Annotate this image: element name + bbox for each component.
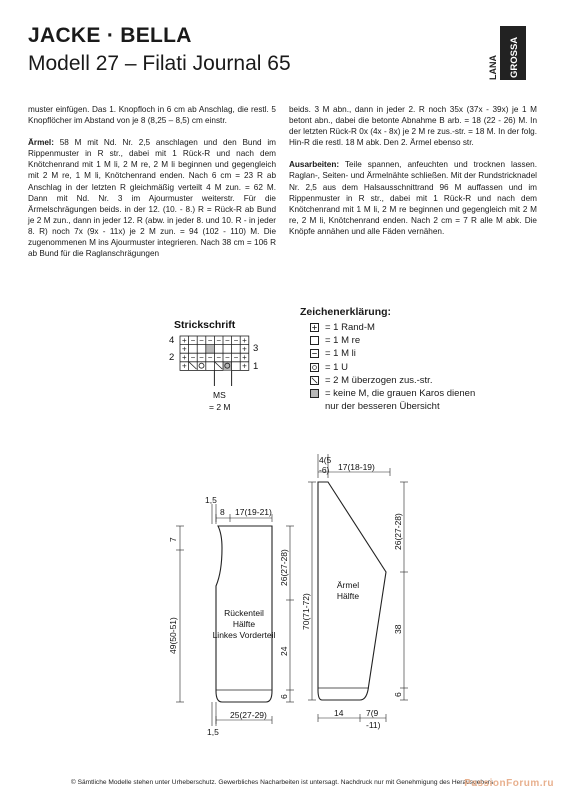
minus-box-icon	[310, 349, 319, 358]
svg-text:−: −	[190, 353, 196, 362]
legend-item	[310, 334, 475, 347]
svg-text:+: +	[181, 353, 187, 362]
svg-text:−: −	[207, 335, 213, 345]
chart-ms-value: = 2 M	[209, 402, 231, 412]
page-title: JACKE · BELLA	[28, 24, 192, 47]
sleeve-label-line-1: Ärmel	[336, 580, 360, 590]
sleeve-dim-bottom-14: 14	[334, 708, 344, 718]
legend-item-continued	[310, 400, 475, 413]
legend-item	[310, 321, 475, 334]
copyright-footer: © Sämtliche Modelle stehen unter Urheberschutz. Gewerbliches Nacharbeiten ist untersagt. Nachdruck nur mit Genehmigung des Herausgebers.	[70, 779, 496, 786]
body-dim-left-total: 49(50-51)	[168, 617, 178, 654]
svg-text:GROSSA: GROSSA	[509, 36, 520, 78]
svg-text:−: −	[207, 353, 213, 362]
chart-row-label-1: 1	[253, 361, 259, 372]
legend-item	[310, 347, 475, 360]
body-label-line-1: Rückenteil	[224, 608, 264, 618]
sleeve-paragraph	[28, 137, 276, 259]
chart-title: Strickschrift	[174, 319, 236, 331]
body-dim-right-6: 6	[279, 694, 289, 699]
watermark: PassionForum.ru	[464, 778, 554, 789]
sleeve-schematic	[300, 450, 420, 750]
page-subtitle: Modell 27 – Filati Journal 65	[28, 52, 291, 75]
grey-box-icon	[310, 389, 319, 398]
body-label-line-3: Linkes Vorderteil	[212, 630, 276, 640]
finishing-paragraph	[289, 159, 537, 237]
svg-text:LANA: LANA	[488, 55, 498, 80]
chart-row-label-2: 2	[169, 352, 175, 363]
continued-paragraph: muster einfügen. Das 1. Knopfloch in 6 cm ab Anschlag, die restl. 5 Knopflöcher im Abstand von je 8 (8,25 – 8,5) cm einstr.	[28, 105, 276, 126]
legend-item	[310, 387, 475, 400]
svg-text:−: −	[199, 353, 204, 362]
svg-text:−: −	[224, 335, 230, 345]
finishing-heading: Ausarbeiten:	[289, 160, 340, 170]
svg-text:+: +	[181, 335, 187, 345]
sleeve-dim-top-small-a: 4(5	[319, 455, 332, 465]
legend-label: = 1 U	[325, 361, 348, 373]
sleeve-heading: Ärmel:	[28, 138, 54, 148]
instructions-left-column	[28, 104, 276, 270]
legend-label: = keine M, die grauen Karos dienen	[325, 388, 476, 400]
svg-text:−: −	[216, 353, 222, 362]
legend	[310, 321, 475, 413]
chart-row-label-4: 4	[169, 335, 175, 346]
svg-text:+: +	[242, 353, 247, 362]
knitting-chart	[150, 316, 280, 446]
svg-text:−: −	[216, 335, 222, 345]
body-label-line-2: Hälfte	[232, 619, 256, 629]
svg-text:+: +	[242, 335, 247, 345]
legend-label: = 2 M überzogen zus.-str.	[325, 374, 433, 386]
sleeve-dim-top-small-b: -6)	[319, 465, 330, 475]
svg-text:+: +	[181, 361, 187, 371]
sleeve-dim-bottom-inc-a: 7(9	[366, 708, 379, 718]
body-dim-right-armhole: 26(27-28)	[279, 549, 289, 586]
body-dim-left-7: 7	[168, 537, 178, 542]
svg-text:−: −	[233, 335, 239, 345]
raglan-paragraph: beids. 3 M abn., dann in jeder 2. R noch 35x (37x - 39x) je 1 M betont abn., dabei die betonte Abnahme B arb. = 18 (22 - 26) M. In der letzten Rück-R 0x (4x - 8x) je 2 M re zus.-str. = 18 M. In der folg. Hin-R die restl. 18 M abk. Den 2. Ärmel ebenso str.	[289, 105, 537, 148]
body-dim-top-8: 8	[220, 507, 225, 517]
legend-label: nur der besseren Übersicht	[325, 401, 440, 413]
sleeve-dim-right-38: 38	[393, 624, 403, 634]
body-dim-right-24: 24	[279, 646, 289, 656]
body-dim-top-left: 1,5	[205, 495, 217, 505]
legend-label: = 1 M re	[325, 335, 361, 347]
lana-grossa-logo	[478, 24, 530, 82]
legend-label: = 1 Rand-M	[325, 322, 375, 333]
body-dim-top-width: 17(19-21)	[235, 507, 272, 517]
body-schematic	[150, 490, 300, 750]
chart-ms-label: MS	[213, 390, 226, 400]
sleeve-dim-left-total: 70(71-72)	[301, 593, 311, 630]
svg-text:−: −	[224, 353, 230, 362]
svg-text:+: +	[242, 361, 247, 371]
chart-row-label-3: 3	[253, 343, 259, 354]
svg-text:−: −	[190, 335, 196, 345]
svg-text:−: −	[233, 353, 239, 362]
body-dim-bottom-left: 1,5	[207, 727, 219, 737]
sleeve-text: 58 M mit Nd. Nr. 2,5 anschlagen und den Bund im Rippenmuster in R str., dabei mit 1 Rück-R und nach dem Knötchenrand mit 1 M li, 2 M re, 2 M li beginnen und gegengleich mit 2 M re, 1 M li, Knötchenrand enden. Nach 6 cm = 23 R ab Anschlag in der letzten R gleichmäßig verteilt 4 M zun. = 62 M. Dann mit Nd. Nr. 3 im Ajourmuster weiterstr. Für die Ärmelschrägungen beids. in der 12. (10. - 8.) R = Rück-R ab Bund je 2 M zun., dann in jeder 12. R (abw. in jeder 8. und 10. R - in jeder 8. R) noch 7x (9x - 11x) je 2 M zun. = 94 (102 - 110) M. Die zugenommenen M ins Ajourmuster integrieren. Nach 38 cm = 106 R ab Bund für die Raglanschrägungen	[28, 138, 276, 259]
legend-title: Zeichenerklärung:	[300, 306, 392, 318]
legend-label: = 1 M li	[325, 348, 356, 360]
svg-text:+: +	[242, 344, 247, 354]
svg-text:−: −	[199, 335, 204, 345]
empty-box-icon	[310, 336, 319, 345]
sleeve-dim-bottom-inc-b: -11)	[366, 720, 381, 730]
plus-box-icon	[310, 323, 319, 332]
sleeve-dim-top-width: 17(18-19)	[338, 462, 375, 472]
body-dim-bottom-width: 25(27-29)	[230, 710, 267, 720]
sleeve-label-line-2: Hälfte	[336, 591, 360, 601]
finishing-text: Teile spannen, anfeuchten und trocknen lassen. Raglan-, Seiten- und Ärmelnähte schließen. Mit der Rundstricknadel Nr. 2,5 aus dem Halsausschnittrand 96 M auffassen und im Rippenmuster in R str., dabei mit 1 Rück-R und nach dem Knötchenrand mit 1 M li, 2 M re beginnen und gegengleich mit 2 M re, 2 M li, Knötchenrand enden. Nach 2 cm = 7 R alle M abk. Die Knöpfe annähen und alle Fäden vernähen.	[289, 160, 537, 236]
svg-text:+: +	[181, 344, 187, 354]
sleeve-dim-right-raglan: 26(27-28)	[393, 513, 403, 550]
slash-box-icon	[310, 376, 319, 385]
sleeve-dim-right-6: 6	[393, 692, 403, 697]
circle-box-icon	[310, 363, 319, 372]
legend-item	[310, 374, 475, 387]
instructions-right-column	[289, 104, 537, 248]
legend-item	[310, 361, 475, 374]
